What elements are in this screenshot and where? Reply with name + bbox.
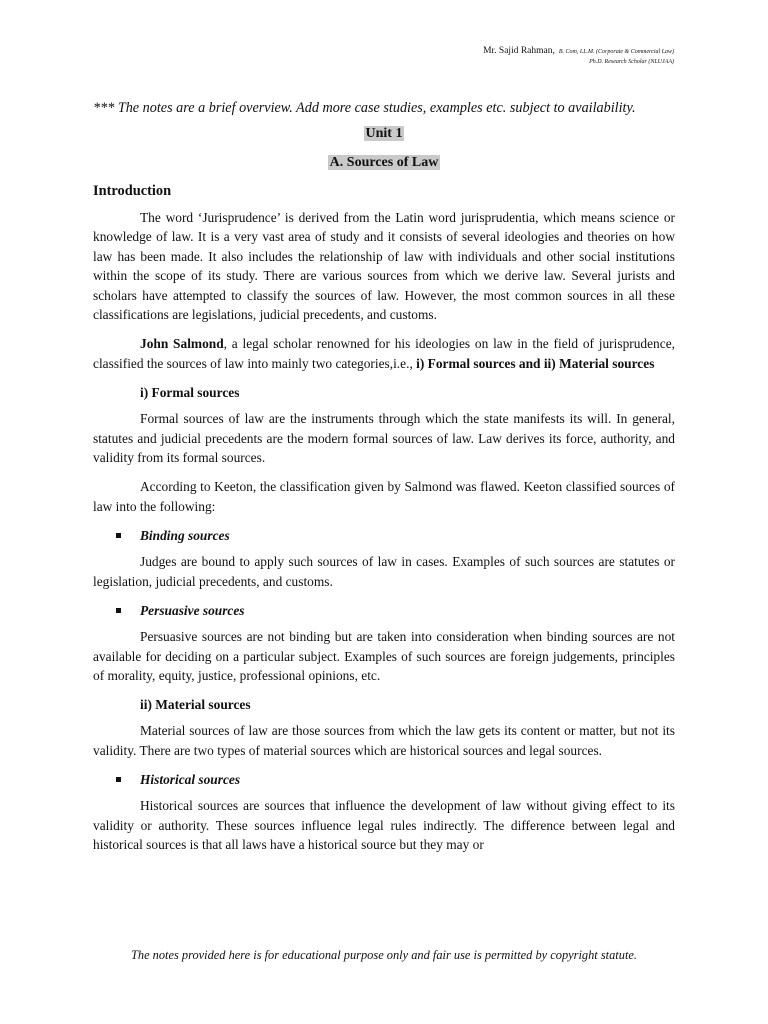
intro-heading: Introduction xyxy=(93,183,172,199)
historical-paragraph: Historical sources are sources that influence the development of law without giving effect to its validity or authority. These sources influence legal rules indirectly. The difference between legal and historical sources is that all laws have a historical source but they may or xyxy=(93,798,675,852)
binding-paragraph: Judges are bound to apply such sources of law in cases. Examples of such sources are statutes or legislation, judicial precedents, and customs. xyxy=(93,554,675,589)
section-title: A. Sources of Law xyxy=(329,155,439,170)
salmond-paragraph xyxy=(93,334,675,373)
material-heading: ii) Material sources xyxy=(140,697,251,713)
formal-paragraph: Formal sources of law are the instruments through which the state manifests its will. In general, statutes and judicial precedents are the modern formal sources of law. Law derives its force, authority, and validity from its formal sources. xyxy=(93,411,675,466)
binding-bullet xyxy=(116,526,675,545)
page-footer: The notes provided here is for educational purpose only and fair use is permitted by copyright statute. xyxy=(130,948,637,962)
bullet-square-icon xyxy=(116,777,121,782)
unit-title: Unit 1 xyxy=(365,126,403,141)
intro-paragraph: The word ‘Jurisprudence’ is derived from the Latin word jurisprudentia, which means science or knowledge of law. It is a very vast area of study and it consists of several ideologies and theories on how law has been made. It also includes the relationship of law with individuals and other social institutions within the scope of its study. There are various sources from which we derive law. Several jurists and scholars have attempted to classify the sources of law. However, the most common sources in all these classifications are legislations, judicial precedents, and customs. xyxy=(93,210,675,323)
document-body xyxy=(93,98,675,864)
persuasive-paragraph: Persuasive sources are not binding but are taken into consideration when binding sources are not available for deciding on a particular subject. Examples of such sources are foreign judgements, principles of morality, equity, justice, professional opinions, etc. xyxy=(93,629,675,683)
unit-title-wrap xyxy=(93,123,675,144)
salmond-text: , a legal scholar renowned for his ideologies on law in the field of jurisprudence, classified the sources of law into mainly two categories,i.e., xyxy=(93,336,675,371)
salmond-name: John Salmond xyxy=(140,336,224,352)
keeton-paragraph: According to Keeton, the classification given by Salmond was flawed. Keeton classified sources of law into the following: xyxy=(93,479,675,514)
page-header xyxy=(483,40,674,65)
salmond-categories: i) Formal sources and ii) Material sources xyxy=(416,355,655,371)
persuasive-bullet xyxy=(116,601,675,620)
section-title-wrap xyxy=(93,152,675,173)
material-paragraph: Material sources of law are those sources from which the law gets its content or matter, but not its validity. There are two types of material sources which are historical sources and legal sources. xyxy=(93,723,675,758)
persuasive-heading: Persuasive sources xyxy=(140,603,245,619)
historical-bullet xyxy=(116,770,675,789)
author-name: Mr. Sajid Rahman, xyxy=(483,46,555,56)
overview-note: *** The notes are a brief overview. Add more case studies, examples etc. subject to availability. xyxy=(93,100,636,116)
author-credentials: B. Com, LL.M. (Corporate & Commercial Law) xyxy=(558,49,674,55)
bullet-square-icon xyxy=(116,608,121,613)
formal-heading: i) Formal sources xyxy=(140,385,240,401)
bullet-square-icon xyxy=(116,533,121,538)
binding-heading: Binding sources xyxy=(140,528,230,544)
historical-heading: Historical sources xyxy=(140,772,241,788)
author-role: Ph.D. Research Scholar (NLUJAA) xyxy=(589,58,674,65)
